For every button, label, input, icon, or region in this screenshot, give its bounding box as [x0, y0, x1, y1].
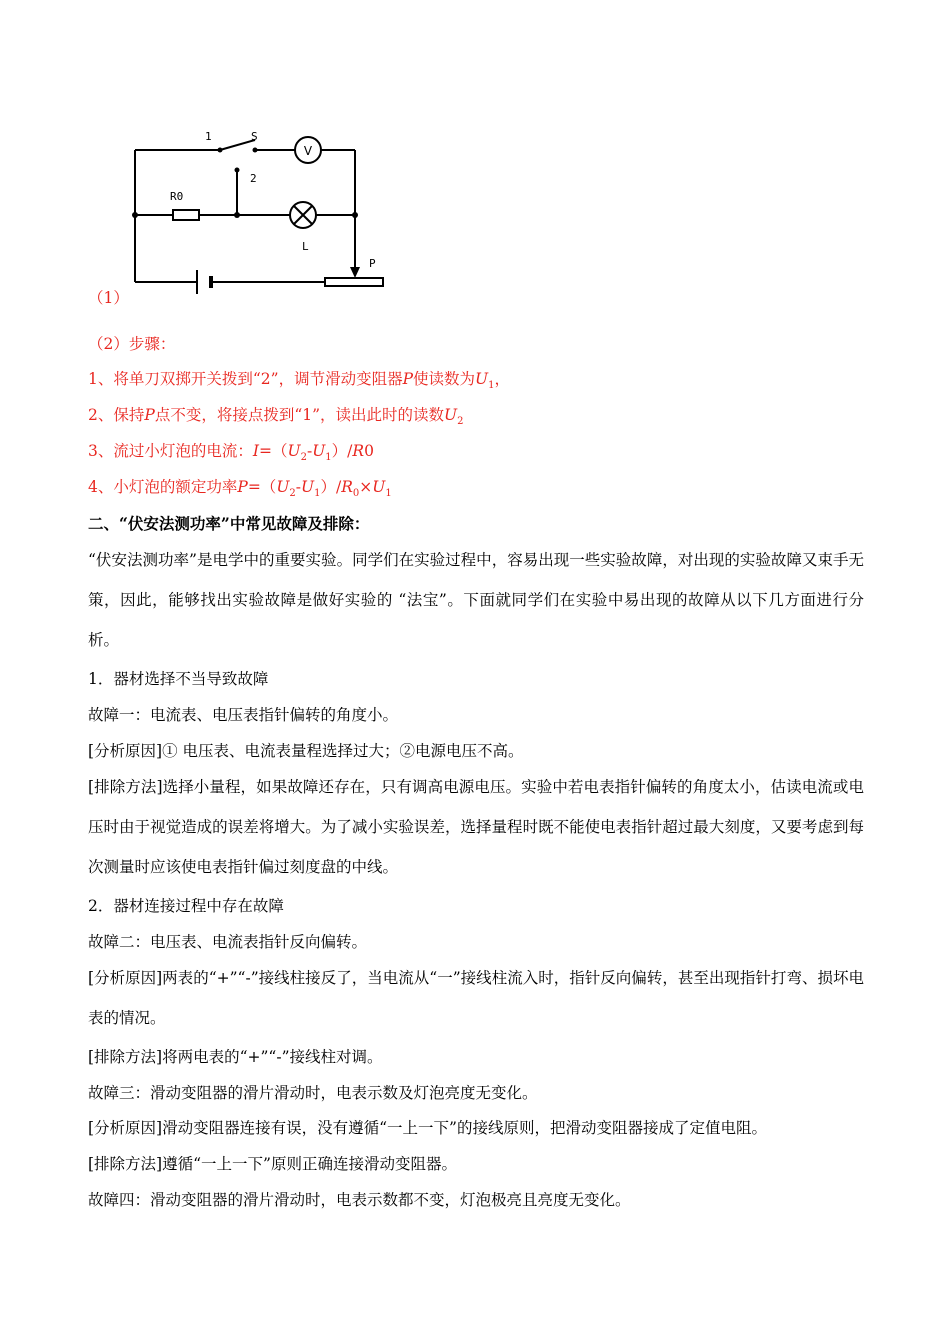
slider-label: P: [369, 257, 376, 270]
fault-2-reason: [分析原因]两表的“+”“-”接线柱接反了，当电流从“一”接线柱流入时，指针反向偏转，甚至出现指针打弯、损坏电表的情况。: [88, 969, 864, 1027]
voltmeter-symbol: [295, 137, 321, 163]
fault-3-reason: [分析原因]滑动变阻器连接有误，没有遵循“一上一下”的接线原则，把滑动变阻器接成了定值电阻。: [88, 1119, 767, 1137]
rheostat-body: [325, 278, 383, 286]
junction-dot: [132, 212, 138, 218]
fault-4: 故障四：滑动变阻器的滑片滑动时，电表示数都不变，灯泡极亮且亮度无变化。: [88, 1191, 631, 1209]
rheostat-slider-arrow: [350, 267, 360, 278]
fault-3-fix: [排除方法]遵循“一上一下”原则正确连接滑动变阻器。: [88, 1155, 457, 1173]
lamp-label: L: [302, 240, 309, 253]
step-3: 3、流过小灯泡的电流：$I=(U_2-U_1)/R0$: [88, 442, 374, 464]
switch-contact-2: [235, 168, 240, 173]
item-1-label: （1）: [88, 289, 129, 307]
step-1: 1、将单刀双掷开关拨到“2”，调节滑动变阻器P使读数为$U_1$，: [88, 370, 510, 392]
fault-1-reason: [分析原因]① 电压表、电流表量程选择过大；②电源电压不高。: [88, 742, 524, 760]
step-2: 2、保持P点不变，将接点拨到“1”，读出此时的读数$U_2$: [88, 406, 464, 428]
step-4: 4、小灯泡的额定功率$P=(U_2-U_1)/R_0\times U_1$: [88, 478, 392, 500]
fault-1: 故障一：电流表、电压表指针偏转的角度小。: [88, 706, 399, 724]
subheading-1: 1．器材选择不当导致故障: [88, 670, 269, 688]
fault-1-fix: [排除方法]选择小量程，如果故障还存在，只有调高电源电压。实验中若电表指针偏转的角度太小，估读电流或电压时由于视觉造成的误差将增大。为了减小实验误差，选择量程时既不能使电表指针超过最大刻度，又要考虑到每次测量时应该使电表指针偏过刻度盘的中线。: [88, 778, 864, 876]
switch-pos2-label: 2: [250, 172, 257, 185]
junction-dot: [234, 212, 240, 218]
subheading-2: 2．器材连接过程中存在故障: [88, 897, 284, 915]
switch-contact-pivot: [253, 148, 258, 153]
resistor-r0: [173, 210, 199, 220]
battery-symbol: [197, 270, 211, 294]
fault-2-fix: [排除方法]将两电表的“+”“-”接线柱对调。: [88, 1048, 383, 1066]
fault-3: 故障三：滑动变阻器的滑片滑动时，电表示数及灯泡亮度无变化。: [88, 1084, 538, 1102]
circuit-diagram: [125, 120, 395, 300]
switch-pos1-label: 1: [205, 130, 212, 143]
item-2-label: （2）步骤：: [88, 335, 176, 353]
voltmeter-label: V: [303, 144, 313, 158]
section-heading: 二、“伏安法测功率”中常见故障及排除：: [88, 514, 370, 533]
junction-dot: [352, 212, 358, 218]
switch-contact-1: [218, 148, 223, 153]
lamp-symbol: [290, 202, 316, 228]
fault-2: 故障二：电压表、电流表指针反向偏转。: [88, 933, 368, 951]
resistor-label: R0: [170, 190, 184, 203]
intro-paragraph: “伏安法测功率”是电学中的重要实验。同学们在实验过程中，容易出现一些实验故障，对出现的实验故障又束手无策，因此，能够找出实验故障是做好实验的 “法宝”。下面就同学们在实验中易出现的故障从以下几方面进行分析。: [88, 551, 864, 649]
switch-name-label: S: [251, 130, 258, 143]
